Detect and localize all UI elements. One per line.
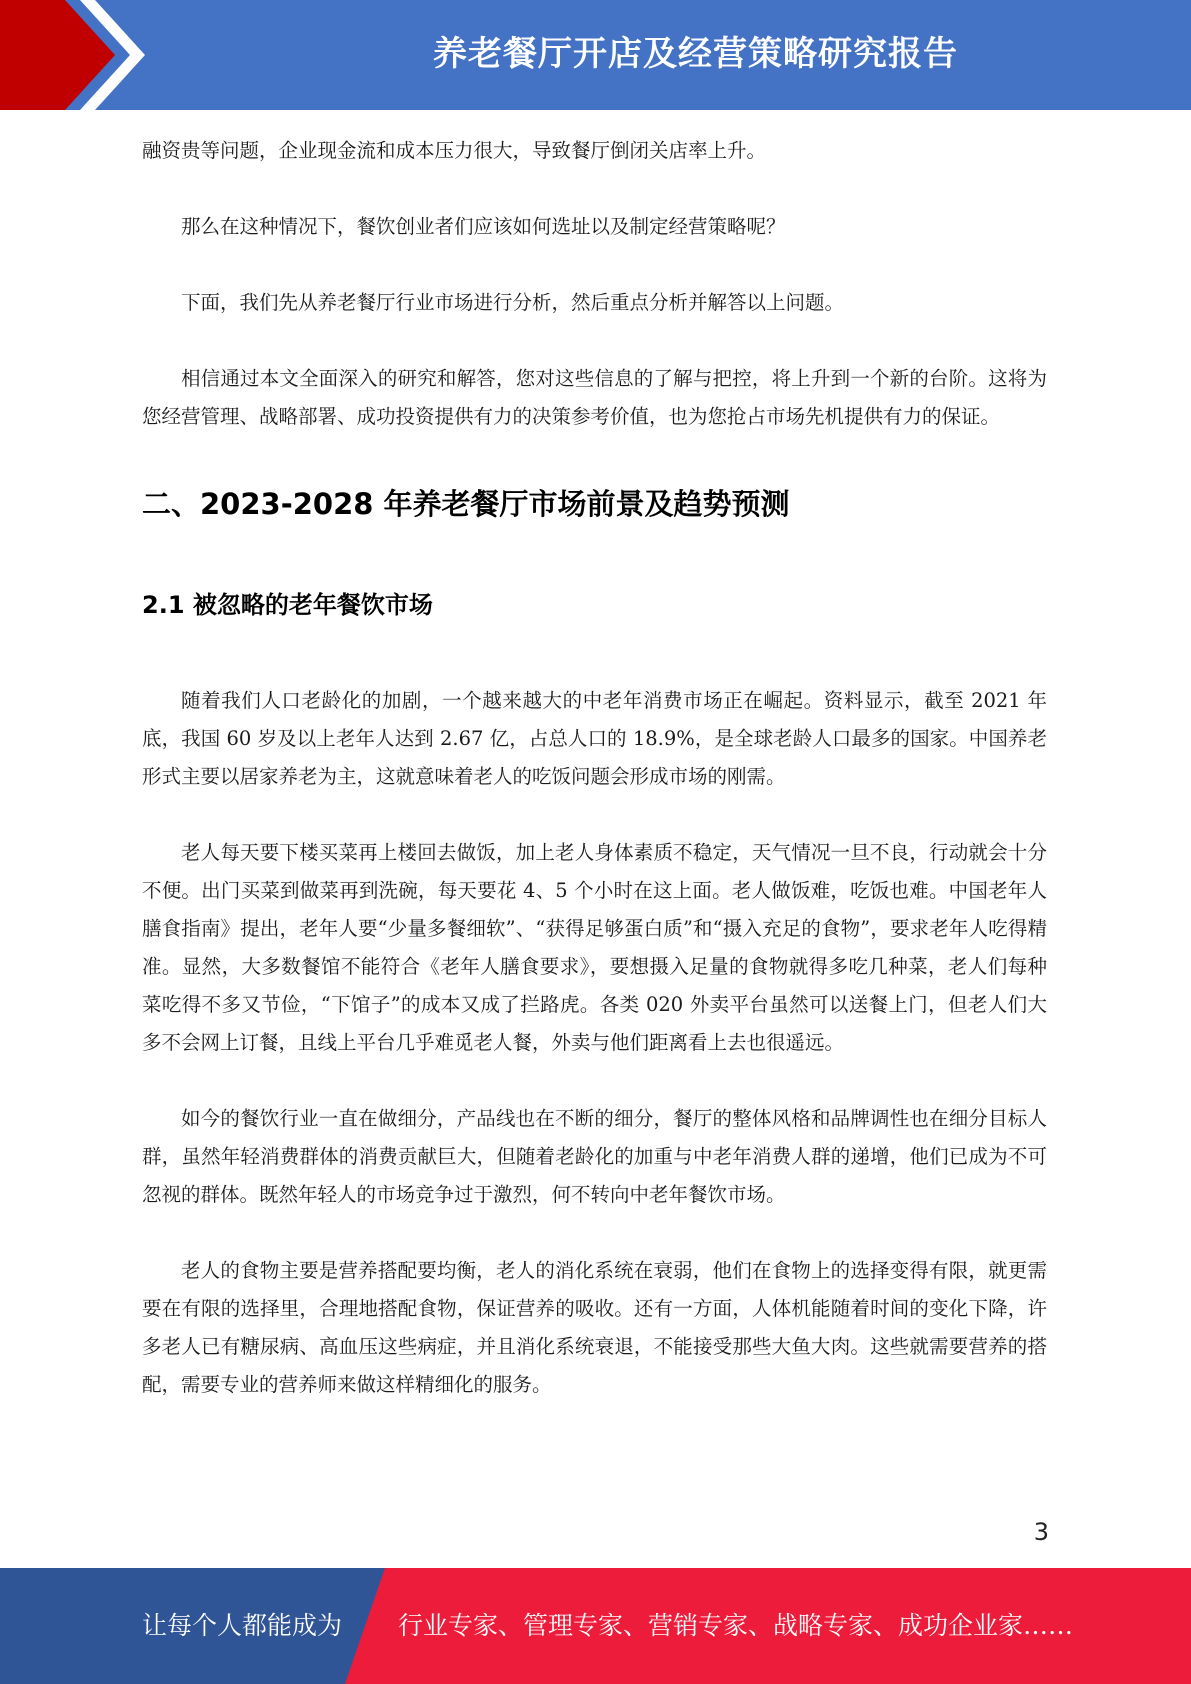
body-paragraph-2: 老人每天要下楼买菜再上楼回去做饭，加上老人身体素质不稳定，天气情况一旦不良，行动就会十分不便。出门买菜到做菜再到洗碗，每天要花 4、5 个小时在这上面。老人做饭难，吃饭也难。中国老年人膳食指南》提出，老年人要“少量多餐细软”、“获得足够蛋白质”和“摄入充足的食物”，要求老年人吃得精准。显然，大多数餐馆不能符合《老年人膳食要求》，要想摄入足量的食物就得多吃几种菜，老人们每种菜吃得不多又节俭，“下馆子”的成本又成了拦路虎。各类 020 外卖平台虽然可以送餐上门，但老人们大多不会网上订餐，且线上平台几乎难觅老人餐，外卖与他们距离看上去也很遥远。 [142,841,1047,1054]
body-paragraph-3: 如今的餐饮行业一直在做细分，产品线也在不断的细分，餐厅的整体风格和品牌调性也在细分目标人群，虽然年轻消费群体的消费贡献巨大，但随着老龄化的加重与中老年消费人群的递增，他们已成为不可忽视的群体。既然年轻人的市场竞争过于激烈，何不转向中老年餐饮市场。 [142,1107,1047,1206]
body-paragraph-1: 随着我们人口老龄化的加剧，一个越来越大的中老年消费市场正在崛起。资料显示，截至 2021 年底，我国 60 岁及以上老年人达到 2.67 亿，占总人口的 18.9%，是全球老龄人口最多的国家。中国养老形式主要以居家养老为主，这就意味着老人的吃饭问题会形成市场的刚需。 [142,689,1047,788]
header-title: 养老餐厅开店及经营策略研究报告 [433,34,958,74]
section-heading: 二、2023-2028 年养老餐厅市场前景及趋势预测 [142,487,790,521]
header-arrow-decoration [0,0,200,110]
intro-paragraph-2: 那么在这种情况下，餐饮创业者们应该如何选址以及制定经营策略呢？ [181,215,786,238]
body-paragraph-4: 老人的食物主要是营养搭配要均衡，老人的消化系统在衰弱，他们在食物上的选择变得有限，就更需要在有限的选择里，合理地搭配食物，保证营养的吸收。还有一方面，人体机能随着时间的变化下降，许多老人已有糖尿病、高血压这些病症，并且消化系统衰退，不能接受那些大鱼大肉。这些就需要营养的搭配，需要专业的营养师来做这样精细化的服务。 [142,1259,1047,1396]
page-content [142,132,1047,1404]
intro-paragraph-4: 相信通过本文全面深入的研究和解答，您对这些信息的了解与把控，将上升到一个新的台阶。这将为您经营管理、战略部署、成功投资提供有力的决策参考价值，也为您抢占市场先机提供有力的保证。 [142,367,1047,428]
page-footer [0,1568,1191,1684]
intro-paragraph-3: 下面，我们先从养老餐厅行业市场进行分析，然后重点分析并解答以上问题。 [181,291,845,314]
page-header [0,0,1191,110]
subsection-heading: 2.1 被忽略的老年餐饮市场 [142,591,433,619]
footer-slogan-left: 让每个人都能成为 [142,1611,343,1640]
intro-paragraph-1: 融资贵等问题，企业现金流和成本压力很大，导致餐厅倒闭关店率上升。 [142,139,767,162]
footer-slogan-right: 行业专家、管理专家、营销专家、战略专家、成功企业家…… [398,1611,1074,1640]
page-number: 3 [1033,1518,1049,1546]
